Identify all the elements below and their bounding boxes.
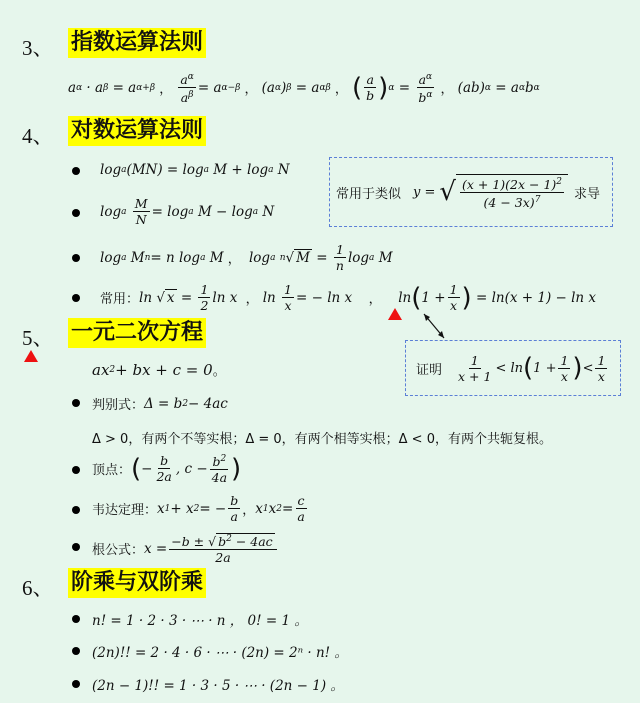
section-6-number: 6、: [22, 576, 54, 600]
vertex-label: 顶点：: [92, 463, 132, 479]
bullet: [72, 506, 80, 514]
bullet: [72, 167, 80, 175]
bullet: [72, 466, 80, 474]
section-5-number: 5、: [22, 326, 54, 350]
bullet: [72, 543, 80, 551]
factorial-line-3: (2n − 1)!! = 1 · 3 · 5 · ⋯ · (2n − 1) 。: [92, 678, 344, 694]
log-power-rule: log a M n = n log a M ， log a n √ M = $\frac{1}{n}$ log a M: [100, 242, 393, 273]
root-formula-label: 根公式：: [92, 543, 145, 559]
section-3-title: 指数运算法则: [68, 28, 206, 58]
bullet: [72, 615, 80, 623]
section-6-title: 阶乘与双阶乘: [68, 568, 206, 598]
vieta-line: 韦达定理： x 1 + x 2 = − $\frac{b}{a}$ ， x 1 x 2 = $\frac{c}{a}$: [92, 493, 305, 524]
log-product-rule: log a (MN) = log a M + log a N: [100, 162, 290, 178]
common-log-identities: 常用： ln √ x = $\frac{1}{2}$ ln x ， ln $\frac{1}{x}$ = − ln x ， ln ( 1 + $\frac{1}{x}$ ) = ln(x + 1) − ln x: [100, 282, 597, 313]
section-5-title: 一元二次方程: [68, 318, 206, 348]
hint-box-suffix: 求导: [574, 186, 601, 202]
bullet: [72, 294, 80, 302]
hint-box-derivative: 常用于类似 y = √ $\frac{(x + 1)(2x - 1)^2}{(4 - 3x)^7}$ 求导: [329, 157, 613, 227]
factorial-line-2: (2n)!! = 2 · 4 · 6 · ⋯ · (2n) = 2ⁿ · n! 。: [92, 645, 348, 661]
bullet: [72, 254, 80, 262]
discriminant-label: 判别式：: [92, 398, 145, 413]
section-4-number: 4、: [22, 124, 54, 148]
section-3-number: 3、: [22, 36, 54, 60]
bullet: [72, 209, 80, 217]
section-4-title: 对数运算法则: [68, 116, 206, 146]
exponent-rules-line: a α · a β = a α+β ， $\frac{a^\alpha}{a^\beta}$ = a α−β ， (a α ) β = a αβ ， ( $\frac{a}{b}$ ) α = $\frac{a^\alpha}{b^\alpha}$ ， (ab) α = a α b α: [68, 72, 540, 106]
vertex-line: 顶点： ( − $\frac{b}{2a}$ , c − $\frac{b^2}{4a}$ ): [92, 453, 242, 486]
common-use-label: 常用：: [100, 292, 140, 307]
proof-label: 证明: [416, 362, 443, 378]
bullet: [72, 680, 80, 688]
root-formula-line: 根公式： x = $\frac{-b \pm √ b^2 - 4ac}{2a}$: [92, 532, 279, 565]
discriminant-cases-text: Δ > 0，有两个不等实根；Δ = 0，有两个相等实根；Δ < 0，有两个共轭复根。: [92, 432, 552, 447]
factorial-line-1: n! = 1 · 2 · 3 · ⋯ · n ， 0! = 1 。: [92, 613, 308, 629]
discriminant-line: 判别式： Δ = b 2 − 4ac: [92, 395, 228, 413]
quadratic-equation: ax 2 + bx + c = 0 。: [92, 360, 226, 379]
discriminant-cases: [92, 428, 552, 447]
double-arrow-icon: [420, 310, 450, 342]
log-quotient-rule: log a $\frac{M}{N}$ = log a M − log a N: [100, 196, 275, 227]
hint-box-label: 常用于类似: [336, 186, 402, 202]
warning-triangle-icon: [388, 308, 402, 320]
bullet: [72, 647, 80, 655]
vieta-label: 韦达定理：: [92, 503, 158, 518]
proof-box: 证明 $\frac{1}{x + 1}$ < ln ( 1 + $\frac{1}{x}$ ) < $\frac{1}{x}$: [405, 340, 621, 396]
bullet: [72, 399, 80, 407]
